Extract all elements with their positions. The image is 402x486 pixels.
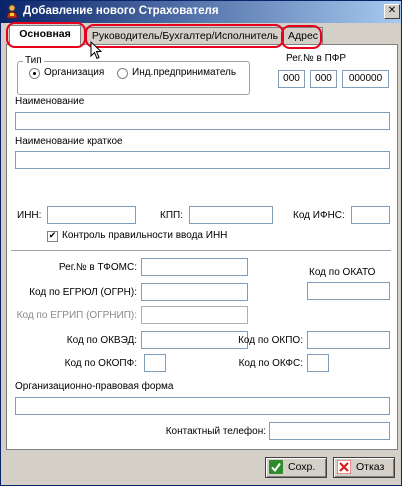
phone-input[interactable] (269, 422, 390, 440)
close-button[interactable] (384, 4, 400, 19)
inn-check-label: Контроль правильности ввода ИНН (62, 230, 228, 241)
okopf-label: Код по ОКОПФ: (64, 358, 137, 369)
okved-label: Код по ОКВЭД: (66, 335, 137, 346)
tab-management[interactable] (86, 27, 284, 45)
name-input[interactable] (15, 112, 390, 130)
inn-label: ИНН: (17, 210, 42, 221)
title-bar[interactable] (1, 1, 401, 23)
tab-management-label: Руководитель/Бухгалтер/Исполнитель (91, 30, 279, 42)
okpo-input[interactable] (307, 331, 390, 349)
window-title: Добавление нового Страхователя (23, 5, 219, 17)
section-divider (11, 250, 391, 252)
ogrn-label: Код по ЕГРЮЛ (ОГРН): (29, 287, 137, 298)
radio-individual[interactable] (117, 68, 128, 79)
legal-form-input[interactable] (15, 397, 390, 415)
tfoms-label: Рег.№ в ТФОМС: (58, 262, 137, 273)
close-icon: ✕ (387, 5, 397, 16)
okopf-input[interactable] (144, 354, 166, 372)
radio-organization-label: Организация (44, 67, 105, 78)
mouse-cursor-icon (90, 41, 102, 60)
ogrnip-input (141, 306, 248, 324)
check-icon (269, 460, 283, 474)
pfr-part3-input[interactable]: 000000 (342, 70, 389, 88)
ogrnip-label: Код по ЕГРИП (ОГРНИП): (16, 310, 137, 321)
phone-label: Контактный телефон: (165, 426, 266, 437)
okfs-input[interactable] (307, 354, 329, 372)
pfr-label: Рег.№ в ПФР (286, 53, 347, 64)
save-button[interactable] (265, 457, 327, 478)
name-label: Наименование (15, 96, 85, 107)
kpp-input[interactable] (189, 206, 273, 224)
app-icon (5, 4, 19, 19)
tab-main-label: Основная (19, 28, 71, 40)
checkmark-icon: ✔ (48, 231, 57, 241)
legal-form-label: Организационно-правовая форма (15, 381, 174, 392)
short-name-label: Наименование краткое (15, 136, 123, 147)
tab-main[interactable] (9, 25, 81, 46)
pfr-part2-input[interactable]: 000 (310, 70, 337, 88)
radio-organization[interactable] (29, 68, 40, 79)
inn-input[interactable] (47, 206, 136, 224)
inn-check-checkbox[interactable] (47, 231, 58, 242)
cancel-button[interactable] (333, 457, 395, 478)
radio-individual-label: Инд.предприниматель (132, 67, 237, 78)
okato-input[interactable] (307, 282, 390, 300)
radio-dot (33, 72, 36, 75)
cross-icon (337, 460, 351, 474)
okpo-label: Код по ОКПО: (238, 335, 303, 346)
ogrn-input[interactable] (141, 283, 248, 301)
cancel-label: Отказ (356, 461, 385, 473)
tab-address[interactable] (283, 27, 323, 45)
tab-address-label: Адрес (287, 30, 319, 42)
short-name-input[interactable] (15, 151, 390, 169)
tfoms-input[interactable] (141, 258, 248, 276)
pfr-part1-input[interactable]: 000 (278, 70, 305, 88)
ifns-input[interactable] (351, 206, 390, 224)
type-legend: Тип (25, 55, 42, 66)
save-label: Сохр. (288, 461, 316, 473)
okfs-label: Код по ОКФС: (238, 358, 303, 369)
kpp-label: КПП: (160, 210, 183, 221)
okato-label: Код по ОКАТО (309, 267, 376, 278)
ifns-label: Код ИФНС: (293, 210, 345, 221)
